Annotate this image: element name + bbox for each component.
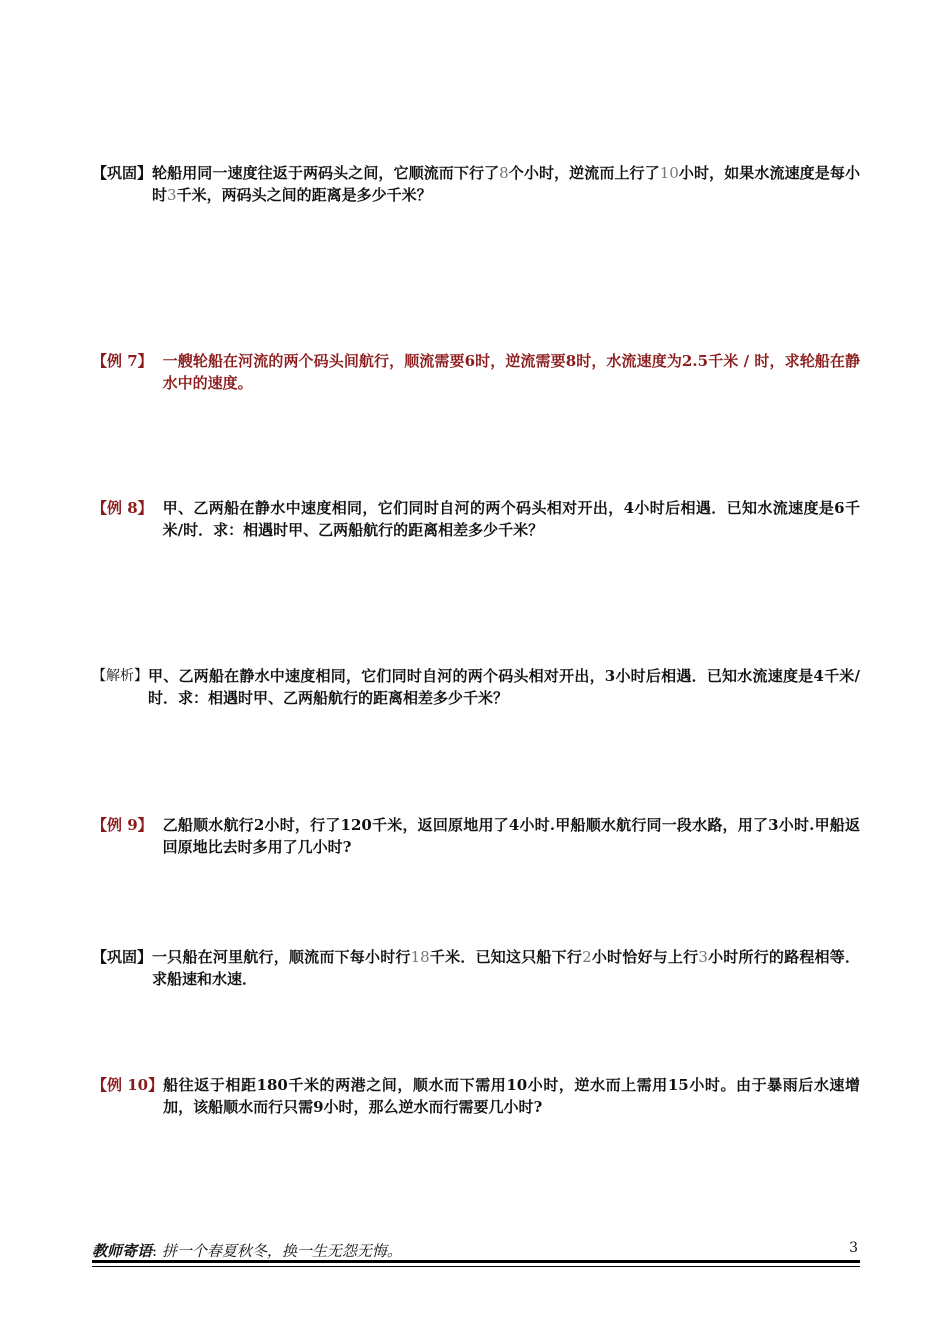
problem-text: 船往返于相距180千米的两港之间，顺水而下需用10小时，逆水而上需用15小时。由于暴雨后水速增加，该船顺水而行只需9小时，那么逆水而行需要几小时?: [163, 1076, 860, 1116]
example-10: [92, 1074, 860, 1118]
problem-text: 甲、乙两船在静水中速度相同，它们同时自河的两个码头相对开出，4小时后相遇．已知水流速度是6千米/时．求：相遇时甲、乙两船航行的距离相差多少千米？: [162, 499, 860, 539]
consolidation-problem-1: [92, 162, 860, 206]
problem-tag: 【例 10】: [92, 1076, 164, 1094]
analysis: [92, 665, 860, 709]
problem-tag: 【例 8】: [92, 499, 153, 517]
problem-tag: 【巩固】: [92, 164, 153, 182]
page-number: 3: [849, 1240, 858, 1256]
footer-rule-thin: [92, 1266, 860, 1267]
problem-text: 轮船用同一速度往返于两码头之间，它顺流而下行了8个小时，逆流而上行了10小时，如果水流速度是每小时3千米，两码头之间的距离是多少千米？: [152, 164, 860, 204]
page-footer: [92, 1240, 860, 1260]
footer-label: 教师寄语: [92, 1242, 153, 1260]
problem-tag: 【解析】: [92, 668, 148, 684]
example-7: [92, 350, 860, 394]
problem-text: 一艘轮船在河流的两个码头间航行，顺流需要6时，逆流需要8时，水流速度为2.5千米 / 时，求轮船在静水中的速度。: [162, 352, 860, 392]
problem-text: 甲、乙两船在静水中速度相同，它们同时自河的两个码头相对开出，3小时后相遇．已知水流速度是4千米/时．求：相遇时甲、乙两船航行的距离相差多少千米？: [148, 667, 860, 707]
consolidation-problem-2: [92, 946, 860, 990]
problem-text: 乙船顺水航行2小时，行了120千米，返回原地用了4小时.甲船顺水航行同一段水路，用了3小时.甲船返回原地比去时多用了几小时?: [162, 816, 860, 856]
footer-separator: :: [152, 1242, 158, 1260]
example-9: [92, 814, 860, 858]
problem-tag: 【例 9】: [92, 816, 153, 834]
footer-motto: 拼一个春夏秋冬，换一生无怨无悔。: [161, 1242, 402, 1260]
example-8: [92, 497, 860, 541]
problem-tag: 【例 7】: [92, 352, 153, 370]
problem-text: 一只船在河里航行，顺流而下每小时行18千米．已知这只船下行2小时恰好与上行3小时所行的路程相等．求船速和水速．: [152, 948, 860, 988]
footer-rule-thick: [92, 1260, 860, 1263]
problem-tag: 【巩固】: [92, 948, 153, 966]
